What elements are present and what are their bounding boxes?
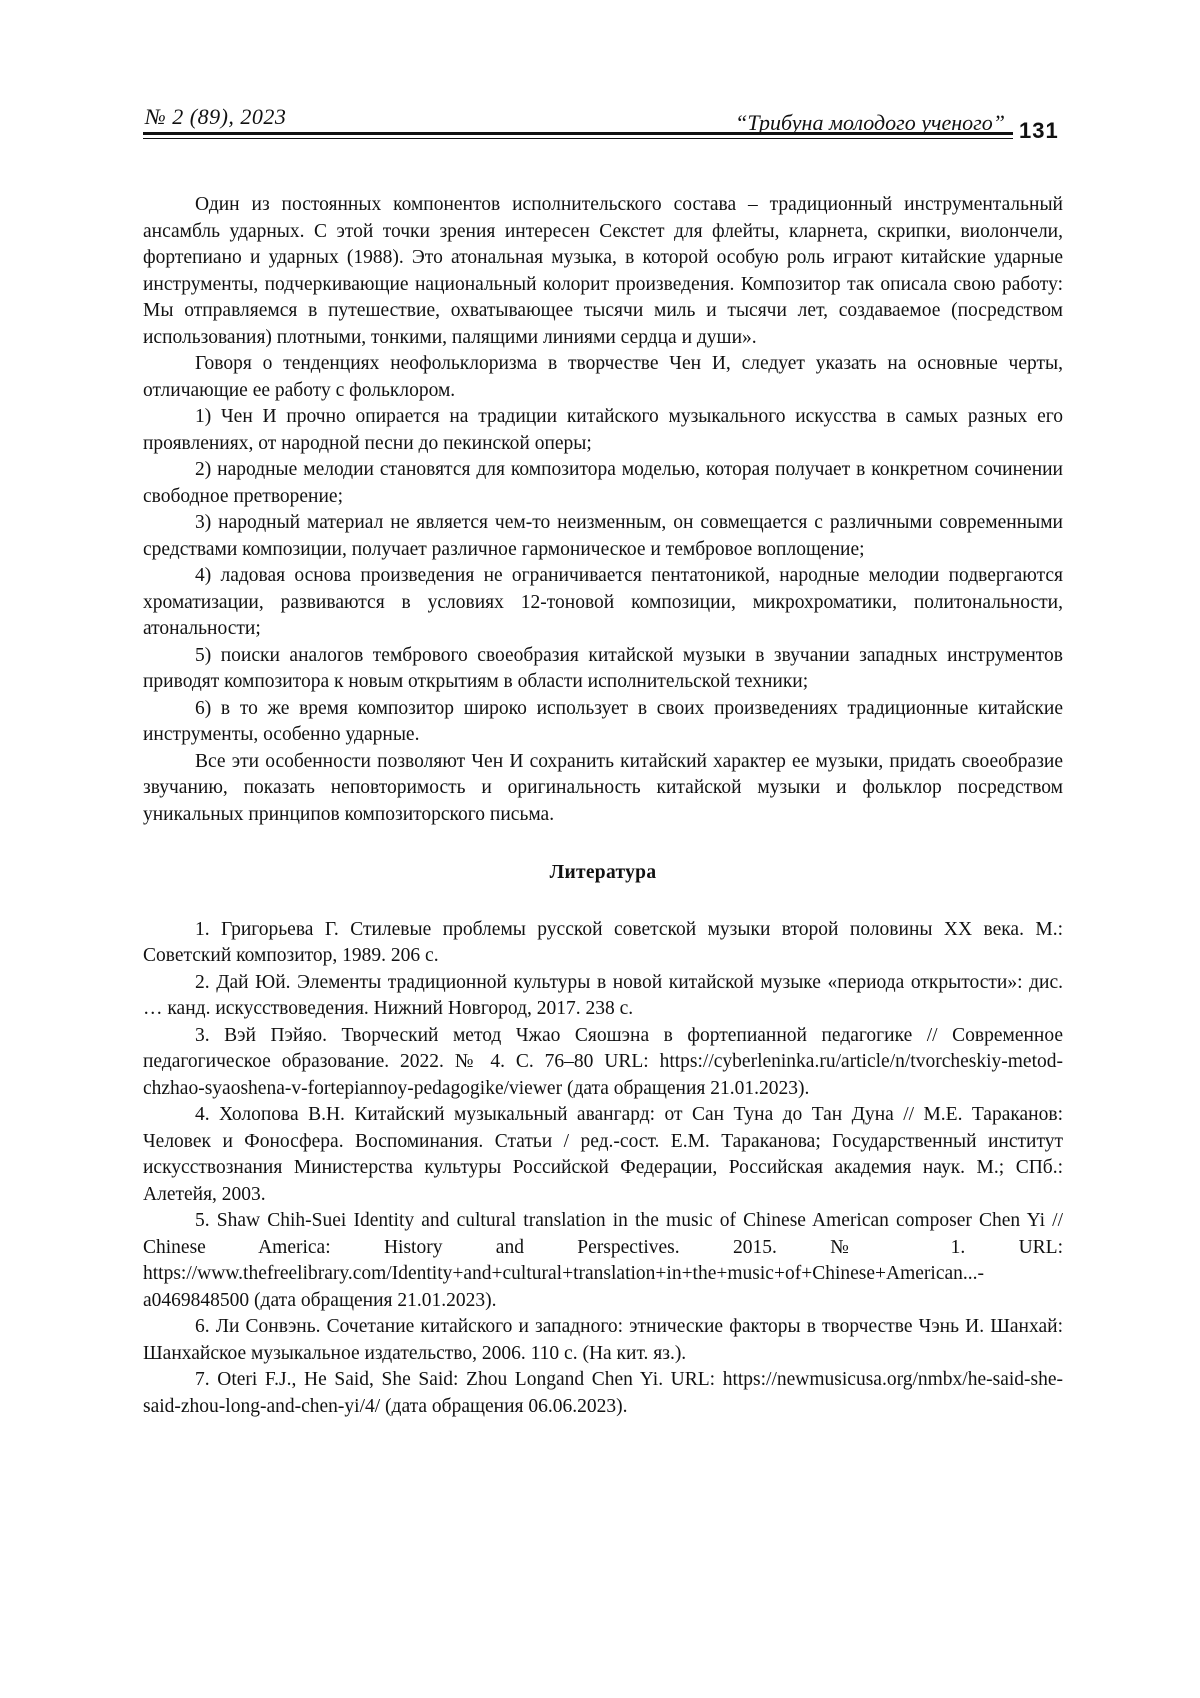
list-item: 3) народный материал не является чем-то неизменным, он совмещается с различными современными средствами композиции, получает различное гармоническое и тембровое воплощение; xyxy=(143,510,1063,563)
list-item: 6) в то же время композитор широко использует в своих произведениях традиционные китайские инструменты, особенно ударные. xyxy=(143,696,1063,749)
list-item: 2) народные мелодии становятся для композитора моделью, которая получает в конкретном сочинении свободное претворение; xyxy=(143,457,1063,510)
list-item: 1) Чен И прочно опирается на традиции китайского музыкального искусства в самых разных его проявлениях, от народной песни до пекинской оперы; xyxy=(143,404,1063,457)
journal-title: “Трибуна молодого ученого” xyxy=(735,110,1005,136)
article-body xyxy=(143,192,1063,1420)
page-header xyxy=(143,104,1063,150)
reference-item: 5. Shaw Chih-Suei Identity and cultural translation in the music of Chinese American composer Chen Yi // Chinese America: History and Perspectives. 2015. № 1. URL: https://www.thefreelibrary.com/Identity+and+cultural+translation+in+the+music+of+Chinese+American...-a0469848500 (дата обращения 21.01.2023). xyxy=(143,1208,1063,1314)
reference-item: 7. Oteri F.J., He Said, She Said: Zhou Longand Chen Yi. URL: https://newmusicusa.org/nmbx/he-said-she-said-zhou-long-and-chen-yi/4/ (дата обращения 06.06.2023). xyxy=(143,1367,1063,1420)
reference-item: 4. Холопова В.Н. Китайский музыкальный авангард: от Сан Туна до Тан Дуна // М.Е. Тараканов: Человек и Фоносфера. Воспоминания. Статьи / ред.-сост. Е.М. Тараканова; Государственный институт искусствознания Министерства культуры Российской Федерации, Российская академия наук. М.; СПб.: Алетейя, 2003. xyxy=(143,1102,1063,1208)
paragraph: Один из постоянных компонентов исполнительского состава – традиционный инструментальный ансамбль ударных. С этой точки зрения интересен Секстет для флейты, кларнета, скрипки, виолончели, фортепиано и ударных (1988). Это атональная музыка, в которой особую роль играют китайские ударные инструменты, подчеркивающие национальный колорит произведения. Композитор так описала свою работу: Мы отправляемся в путешествие, охватывающее тысячи миль и тысячи лет, создаваемое (посредством использования) плотными, тонкими, палящими линиями сердца и души». xyxy=(143,192,1063,351)
issue-number: № 2 (89), 2023 xyxy=(145,104,286,130)
list-item: 5) поиски аналогов тембрового своеобразия китайской музыки в звучании западных инструментов приводят композитора к новым открытиям в области исполнительской техники; xyxy=(143,643,1063,696)
header-rule-thin xyxy=(143,138,1013,139)
reference-item: 3. Вэй Пэйяо. Творческий метод Чжао Сяошэна в фортепианной педагогике // Современное педагогическое образование. 2022. № 4. С. 76–80 URL: https://cyberleninka.ru/article/n/tvorcheskiy-metod-chzhao-syaoshena-v-fortepiannoy-pedagogike/viewer (дата обращения 21.01.2023). xyxy=(143,1023,1063,1103)
reference-item: 2. Дай Юй. Элементы традиционной культуры в новой китайской музыке «периода открытости»: дис. … канд. искусствоведения. Нижний Новгород, 2017. 238 с. xyxy=(143,970,1063,1023)
paragraph: Все эти особенности позволяют Чен И сохранить китайский характер ее музыки, придать своеобразие звучанию, показать неповторимость и оригинальность китайской музыки и фольклор посредством уникальных принципов композиторского письма. xyxy=(143,749,1063,829)
references-heading: Литература xyxy=(143,860,1063,887)
reference-item: 1. Григорьева Г. Стилевые проблемы русской советской музыки второй половины XX века. М.: Советский композитор, 1989. 206 с. xyxy=(143,917,1063,970)
reference-item: 6. Ли Сонвэнь. Сочетание китайского и западного: этнические факторы в творчестве Чэнь И. Шанхай: Шанхайское музыкальное издательство, 2006. 110 с. (На кит. яз.). xyxy=(143,1314,1063,1367)
header-rule-thick xyxy=(143,132,1013,135)
list-item: 4) ладовая основа произведения не ограничивается пентатоникой, народные мелодии подвергаются хроматизации, развиваются в условиях 12-тоновой композиции, микрохроматики, политональности, атональности; xyxy=(143,563,1063,643)
paragraph: Говоря о тенденциях неофольклоризма в творчестве Чен И, следует указать на основные черты, отличающие ее работу с фольклором. xyxy=(143,351,1063,404)
page-number: 131 xyxy=(1019,118,1059,144)
